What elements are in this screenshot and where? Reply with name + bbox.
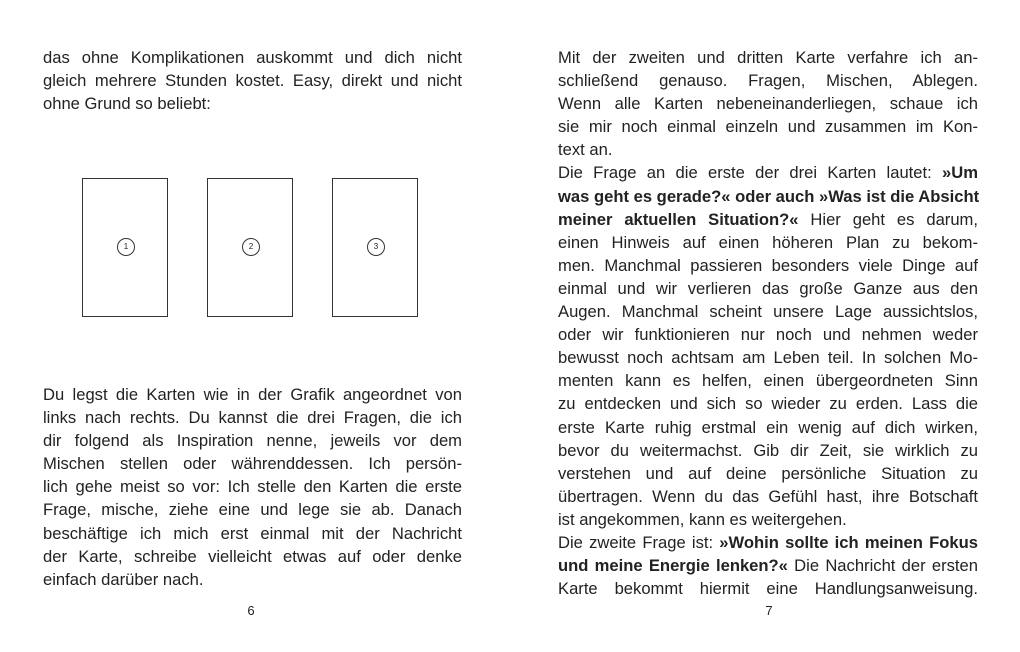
text-line — [558, 369, 978, 392]
text-segment: Die zweite Frage ist: — [558, 532, 720, 552]
text-line — [558, 254, 978, 277]
text-segment: Augen. Manchmal scheint unsere Lage aussichtslos, — [558, 302, 978, 322]
text-line — [558, 46, 978, 69]
text-segment: verstehen und auf deine persönliche Situation zu — [558, 463, 978, 483]
text-segment: einen Hinweis auf einen höheren Plan zu bekom- — [558, 232, 978, 252]
text-segment: men. Manchmal passieren besonders viele Dinge auf — [558, 255, 978, 275]
text-line — [43, 545, 462, 568]
text-line — [43, 46, 462, 69]
text-segment: Hier geht es darum, — [798, 209, 978, 229]
text-line — [43, 429, 462, 452]
text-segment: Die Nachricht der ersten — [787, 556, 979, 576]
text-line — [558, 69, 978, 92]
text-line — [558, 161, 978, 184]
text-segment: lich gehe meist so vor: Ich stelle den Karten die erste — [43, 477, 462, 497]
card-number-badge: 1 — [117, 238, 135, 256]
text-segment: schließend genauso. Fragen, Mischen, Ablegen. — [558, 71, 978, 91]
text-segment: dir folgend als Inspiration nenne, jeweils vor dem — [43, 431, 462, 451]
body-text — [558, 46, 978, 600]
text-segment: bewusst noch achtsam am Leben teil. In solchen Mo- — [558, 348, 978, 368]
text-line — [558, 439, 978, 462]
text-segment: der Karte, schreibe vielleicht etwas auf oder denke — [43, 546, 462, 566]
text-line — [558, 185, 978, 208]
text-segment: Mit der zweiten und dritten Karte verfahre ich an- — [558, 48, 978, 67]
text-segment: Die Frage an die erste der drei Karten lautet: — [558, 163, 943, 183]
text-segment: zu entdecken und sich so wieder zu erden. Lass die — [558, 394, 978, 414]
text-line — [43, 383, 462, 406]
text-line — [43, 522, 462, 545]
text-line — [558, 416, 978, 439]
text-line — [43, 92, 462, 115]
card-number-badge: 3 — [367, 238, 385, 256]
card-position-3 — [332, 178, 418, 317]
page-number: 6 — [247, 603, 255, 618]
text-segment: menten kann es helfen, einen übergeordneten Sinn — [558, 371, 978, 391]
text-line — [43, 69, 462, 92]
text-segment: bevor du weitermachst. Gib dir Zeit, sie wirklich zu — [558, 440, 978, 460]
text-segment: Karte bekommt hiermit eine Handlungsanweisung. — [558, 579, 978, 599]
text-segment: einfach darüber nach. — [43, 569, 204, 589]
card-position-1 — [82, 178, 168, 317]
text-segment: links nach rechts. Du kannst die drei Fragen, die ich — [43, 408, 462, 428]
text-line — [558, 208, 978, 231]
text-line — [558, 462, 978, 485]
bold-question-text: »Wohin sollte ich meinen Fokus — [719, 532, 978, 552]
text-segment: einmal und wir verlieren das große Ganze aus den — [558, 278, 978, 298]
text-line — [558, 346, 978, 369]
text-line — [43, 452, 462, 475]
text-line — [558, 115, 978, 138]
text-line — [558, 277, 978, 300]
text-segment: Wenn alle Karten nebeneinanderliegen, schaue ich — [558, 94, 978, 114]
text-line — [558, 300, 978, 323]
text-line — [43, 568, 462, 591]
bold-question-text: »Um — [942, 163, 978, 183]
text-segment: erste Karte ruhig erstmal ein wenig auf dich wirken, — [558, 417, 978, 437]
text-line — [558, 508, 978, 531]
intro-paragraph — [43, 46, 462, 115]
text-segment: gleich mehrere Stunden kostet. Easy, direkt und nicht — [43, 71, 462, 91]
text-line — [558, 392, 978, 415]
text-segment: das ohne Komplikationen auskommt und dich nicht — [43, 48, 462, 67]
text-segment: übertragen. Wenn du das Gefühl hast, ihre Botschaft — [558, 486, 978, 506]
body-paragraph — [43, 383, 462, 591]
text-line — [558, 138, 978, 161]
text-segment: Frage, mische, ziehe eine und lege sie ab. Danach — [43, 500, 462, 520]
text-segment: sie mir noch einmal einzeln und zusammen im Kon- — [558, 117, 978, 137]
card-number-badge: 2 — [242, 238, 260, 256]
text-line — [43, 498, 462, 521]
text-line — [558, 554, 978, 577]
text-segment: Mischen stellen oder währenddessen. Ich persön- — [43, 454, 462, 474]
text-line — [558, 323, 978, 346]
text-line — [558, 92, 978, 115]
page-number: 7 — [765, 603, 773, 618]
text-line — [558, 231, 978, 254]
text-segment: Du legst die Karten wie in der Grafik angeordnet von — [43, 385, 462, 404]
card-position-2 — [207, 178, 293, 317]
text-line — [43, 406, 462, 429]
text-line — [558, 577, 978, 600]
text-segment: oder wir funktionieren nur noch und nehmen weder — [558, 325, 978, 345]
bold-question-text: was geht es gerade?« oder auch »Was ist die Absicht — [558, 186, 980, 206]
text-line — [43, 475, 462, 498]
text-segment: ohne Grund so beliebt: — [43, 94, 211, 114]
text-segment: ist angekommen, kann es weitergehen. — [558, 509, 847, 529]
text-line — [558, 485, 978, 508]
text-line — [558, 531, 978, 554]
bold-question-text: und meine Energie lenken?« — [558, 556, 788, 576]
right-page — [510, 0, 1020, 652]
text-segment: text an. — [558, 140, 613, 160]
bold-question-text: meiner aktuellen Situation?« — [558, 209, 799, 229]
text-segment: beschäftige ich mich erst einmal mit der Nachricht — [43, 523, 462, 543]
